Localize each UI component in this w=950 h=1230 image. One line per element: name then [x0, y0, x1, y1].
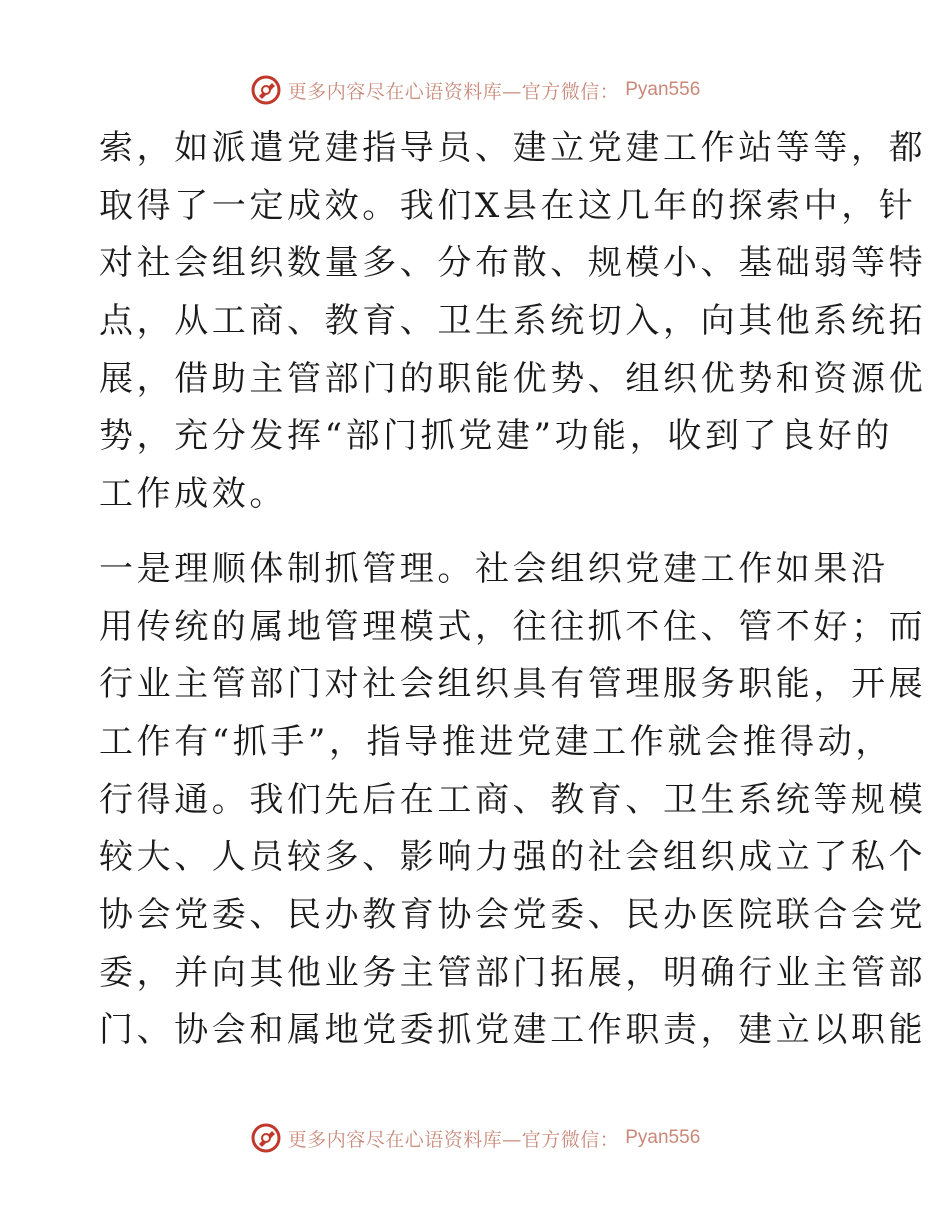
text-line: 用传统的属地管理模式，往往抓不住、管不好；而: [99, 606, 927, 647]
header-banner: [0, 70, 950, 110]
header-banner-text: 更多内容尽在心语资料库—官方微信：: [287, 80, 620, 103]
paragraph-2: [99, 541, 927, 1060]
logo-icon: [250, 1122, 282, 1154]
footer-banner-wechat-id: Pyan556: [625, 1127, 701, 1148]
text-line: 取得了一定成效。我们X县在这几年的探索中，针: [99, 185, 917, 226]
text-line: 索，如派遣党建指导员、建立党建工作站等等，都: [99, 128, 927, 168]
text-line: 协会党委、民办教育协会党委、民办医院联合会党: [99, 894, 927, 935]
text-line: 工作有“抓手”，指导推进党建工作就会推得动，: [99, 721, 893, 762]
footer-banner: [0, 1118, 950, 1158]
text-line: 对社会组织数量多、分布散、规模小、基础弱等特: [99, 243, 927, 284]
paragraph-1: [99, 120, 927, 524]
footer-banner-text: 更多内容尽在心语资料库—官方微信：: [287, 1128, 620, 1151]
text-line: 行得通。我们先后在工商、教育、卫生系统等规模: [99, 779, 927, 820]
text-line: 委，并向其他业务主管部门拓展，明确行业主管部: [99, 952, 927, 993]
text-line: 较大、人员较多、影响力强的社会组织成立了私个: [99, 837, 927, 878]
text-line: 行业主管部门对社会组织具有管理服务职能，开展: [99, 664, 927, 705]
text-line: 门、协会和属地党委抓党建工作职责，建立以职能: [99, 1010, 927, 1051]
text-line: 点，从工商、教育、卫生系统切入，向其他系统拓: [99, 301, 927, 342]
text-line: 一是理顺体制抓管理。社会组织党建工作如果沿: [99, 548, 889, 589]
text-line: 展，借助主管部门的职能优势、组织优势和资源优: [99, 358, 927, 399]
logo-icon: [250, 74, 282, 106]
header-banner-wechat-id: Pyan556: [625, 79, 701, 100]
text-line: 工作成效。: [99, 474, 287, 515]
text-line: 势，充分发挥“部门抓党建”功能，收到了良好的: [99, 416, 893, 457]
document-body: [99, 120, 927, 1060]
